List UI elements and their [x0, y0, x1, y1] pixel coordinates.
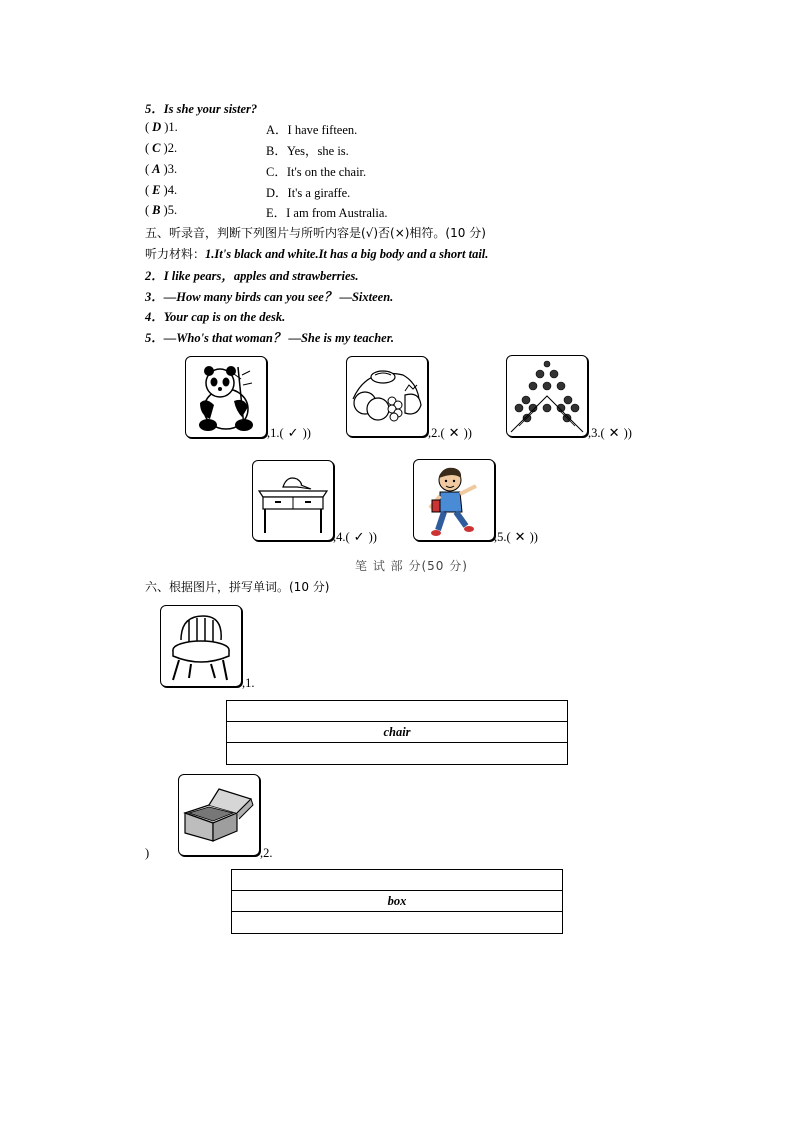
check-icon: ✓	[353, 530, 365, 545]
listening-material-3: 3．—How many birds can you see？ —Sixteen.	[145, 290, 394, 304]
match-option-e: E．I am from Australia.	[266, 206, 388, 220]
cross-icon: ✕	[608, 426, 620, 441]
match-answer: C	[152, 141, 161, 155]
listening-material-1: 听力材料：1.It's black and white.It has a big body and a short tail.	[145, 247, 489, 261]
spelling-answer-1: chair	[227, 722, 567, 743]
section-6-title: 六、根据图片，拼写单词。(10 分)	[145, 580, 330, 594]
match-row-3: ( A )3.	[145, 162, 178, 176]
chair-icon	[160, 605, 242, 687]
cross-icon: ✕	[514, 530, 526, 545]
grid-line	[227, 701, 567, 722]
match-option-c: C．It's on the chair.	[266, 165, 367, 179]
listening-material-2: 2．I like pears，apples and strawberries.	[145, 269, 359, 283]
section-5-title: 五、听录音，判断下列图片与所听内容是(√)否(×)相符。(10 分)	[145, 226, 486, 240]
answer-2: ,2.( ✕ ))	[428, 426, 472, 441]
question-5-heading: 5．Is she your sister?	[145, 102, 258, 116]
match-answer: E	[152, 183, 161, 197]
birds-icon	[506, 355, 588, 437]
listening-material-5: 5．—Who's that woman？ —She is my teacher.	[145, 331, 394, 345]
spelling-grid-2	[231, 869, 563, 934]
answer-5: ,5.( ✕ ))	[494, 530, 538, 545]
cross-icon: ✕	[448, 426, 460, 441]
match-row-4: ( E )4.	[145, 183, 178, 197]
grid-line	[232, 912, 562, 933]
match-row-1: ( D )1.	[145, 120, 178, 134]
grid-line	[232, 870, 562, 891]
match-option-d: D．It's a giraffe.	[266, 186, 351, 200]
listening-material-4: 4．Your cap is on the desk.	[145, 310, 286, 324]
answer-3: ,3.( ✕ ))	[588, 426, 632, 441]
grid-line	[227, 743, 567, 764]
match-answer: B	[152, 203, 161, 217]
spelling-grid-1	[226, 700, 568, 765]
match-answer: A	[152, 162, 161, 176]
check-icon: ✓	[287, 426, 299, 441]
match-option-a: A．I have fifteen.	[266, 123, 358, 137]
question-2-prefix: )	[145, 846, 150, 860]
answer-1: ,1.( ✓ ))	[267, 426, 311, 441]
answer-4: ,4.( ✓ ))	[333, 530, 377, 545]
match-row-5: ( B )5.	[145, 203, 178, 217]
fruit-icon	[346, 356, 428, 437]
match-row-2: ( C )2.	[145, 141, 178, 155]
match-answer: D	[152, 120, 162, 134]
match-option-b: B．Yes，she is.	[266, 144, 349, 158]
question-2-label: ,2.	[260, 846, 273, 860]
question-1-label: ,1.	[242, 676, 255, 690]
written-section-heading: 笔 试 部 分(50 分)	[355, 559, 468, 573]
spelling-answer-2: box	[232, 891, 562, 912]
box-icon	[178, 774, 260, 856]
desk-cap-icon	[252, 460, 334, 541]
boy-running-icon	[413, 459, 495, 541]
panda-icon	[185, 356, 267, 438]
